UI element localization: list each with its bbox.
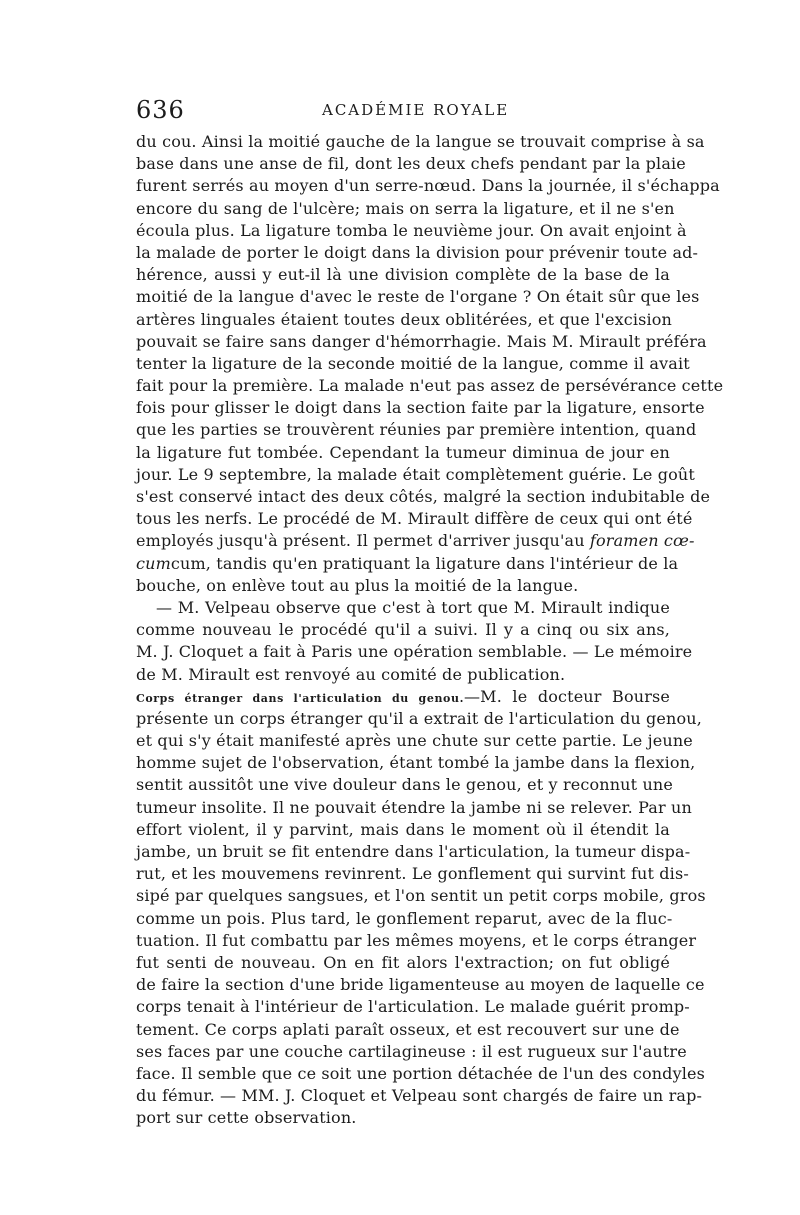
- text-segment: employés jusqu'à présent. Il permet d'arriver jusqu'au: [136, 531, 585, 551]
- text-line: jour. Le 9 septembre, la malade était complètement guérie. Le goût: [136, 464, 695, 484]
- text-line: base dans une anse de fil, dont les deux chefs pendant par la plaie: [136, 154, 686, 174]
- text-line: homme sujet de l'observation, étant tombé la jambe dans la flexion,: [136, 753, 696, 773]
- text-line: comme nouveau le procédé qu'il a suivi. Il y a cinq ou six ans,: [136, 620, 670, 640]
- text-line: face. Il semble que ce soit une portion détachée de l'un des condyles: [136, 1063, 706, 1083]
- text-line: [136, 530, 695, 552]
- text-line: sipé par quelques sangsues, et l'on sentit un petit corps mobile, gros: [136, 886, 706, 906]
- text-line: de M. Mirault est renvoyé au comité de publication.: [136, 664, 566, 684]
- page-header: [136, 96, 670, 130]
- text-line: ses faces par une couche cartilagineuse : il est rugueux sur l'autre: [136, 1041, 687, 1061]
- text-line: — M. Velpeau observe que c'est à tort que M. Mirault indique: [156, 597, 670, 617]
- text-line: pouvait se faire sans danger d'hémorrhagie. Mais M. Mirault préféra: [136, 331, 707, 351]
- text-line: du fémur. — MM. J. Cloquet et Velpeau sont chargés de faire un rap-: [136, 1086, 703, 1106]
- text-line: présente un corps étranger qu'il a extrait de l'articulation du genou,: [136, 708, 702, 728]
- text-line: que les parties se trouvèrent réunies par première intention, quand: [136, 420, 697, 440]
- text-line: furent serrés au moyen d'un serre-nœud. Dans la journée, il s'échappa: [136, 176, 720, 196]
- text-line: et qui s'y était manifesté après une chute sur cette partie. Le jeune: [136, 731, 693, 751]
- text-line: fut senti de nouveau. On en fit alors l'extraction; on fut obligé: [136, 952, 670, 972]
- text-line: moitié de la langue d'avec le reste de l'organe ? On était sûr que les: [136, 287, 700, 307]
- text-line: sentit aussitôt une vive douleur dans le genou, et y reconnut une: [136, 775, 673, 795]
- text-segment: cum, tandis qu'en pratiquant la ligature dans l'intérieur de la: [170, 553, 679, 573]
- text-line: jambe, un bruit se fit entendre dans l'articulation, la tumeur dispa-: [136, 842, 691, 861]
- page-number: 636: [136, 96, 185, 124]
- text-line: tumeur insolite. Il ne pouvait étendre la jambe ni se relever. Par un: [136, 797, 692, 817]
- italic-term: foramen cœ-: [589, 531, 695, 551]
- text-line: [136, 686, 670, 708]
- text-segment: —M. le docteur Bourse: [464, 686, 670, 706]
- text-line: tous les nerfs. Le procédé de M. Mirault diffère de ceux qui ont été: [136, 509, 693, 529]
- text-line: corps tenait à l'intérieur de l'articulation. Le malade guérit promp-: [136, 997, 690, 1017]
- text-line: du cou. Ainsi la moitié gauche de la langue se trouvait comprise à sa: [136, 132, 705, 151]
- text-line: tenter la ligature de la seconde moitié de la langue, comme il avait: [136, 353, 690, 373]
- text-line: effort violent, il y parvint, mais dans le moment où il étendit la: [136, 819, 670, 839]
- italic-term: cum: [136, 553, 171, 573]
- text-line: s'est conservé intact des deux côtés, malgré la section indubitable de: [136, 487, 711, 506]
- text-line: hérence, aussi y eut-il là une division complète de la base de la: [136, 265, 670, 285]
- text-line: tuation. Il fut combattu par les mêmes moyens, et le corps étranger: [136, 930, 697, 950]
- text-line: la ligature fut tombée. Cependant la tumeur diminua de jour en: [136, 442, 670, 462]
- text-line: fois pour glisser le doigt dans la section faite par la ligature, ensorte: [136, 398, 705, 418]
- text-line: la malade de porter le doigt dans la division pour prévenir toute ad-: [136, 242, 699, 262]
- page-body: [136, 131, 724, 1129]
- text-line: [136, 553, 679, 575]
- text-line: bouche, on enlève tout au plus la moitié de la langue.: [136, 575, 579, 595]
- text-line: écoula plus. La ligature tomba le neuvième jour. On avait enjoint à: [136, 220, 687, 240]
- text-line: encore du sang de l'ulcère; mais on serra la ligature, et il ne s'en: [136, 198, 675, 218]
- text-line: comme un pois. Plus tard, le gonflement reparut, avec de la fluc-: [136, 908, 673, 928]
- text-line: tement. Ce corps aplati paraît osseux, et est recouvert sur une de: [136, 1019, 680, 1039]
- text-line: M. J. Cloquet a fait à Paris une opération semblable. — Le mémoire: [136, 642, 693, 662]
- section-title: Corps étranger dans l'articulation du genou.: [136, 691, 465, 705]
- text-line: de faire la section d'une bride ligamenteuse au moyen de laquelle ce: [136, 975, 705, 995]
- text-line: rut, et les mouvemens revinrent. Le gonflement qui survint fut dis-: [136, 864, 689, 884]
- text-line: artères linguales étaient toutes deux oblitérées, et que l'excision: [136, 309, 673, 329]
- text-line: fait pour la première. La malade n'eut pas assez de persévérance cette: [136, 376, 724, 396]
- running-title: ACADÉMIE ROYALE: [322, 101, 510, 119]
- text-line: port sur cette observation.: [136, 1108, 357, 1128]
